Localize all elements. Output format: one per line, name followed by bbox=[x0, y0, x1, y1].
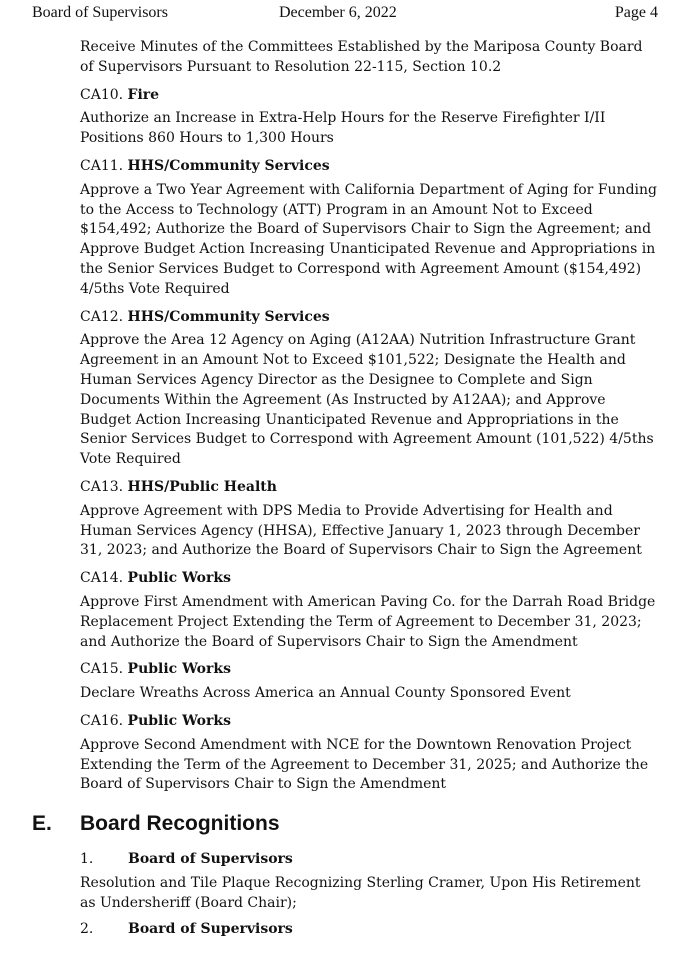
agenda-item-department: Public Works bbox=[127, 661, 231, 678]
agenda-item-heading bbox=[80, 86, 660, 106]
section-letter: E. bbox=[32, 812, 52, 835]
recognition-description: Resolution and Tile Plaque Recognizing Sterling Cramer, Upon His Retirement as Undersheriff (Board Chair); bbox=[80, 875, 641, 911]
agenda-item-description: Approve Agreement with DPS Media to Provide Advertising for Health and Human Services Agency (HHSA), Effective January 1, 2023 through December 31, 2023; and Authorize the Board of Supervisors Chair to Sign the Agreement bbox=[80, 502, 642, 559]
recognition-title: Board of Supervisors bbox=[128, 851, 293, 867]
agenda-item-ca11 bbox=[80, 157, 660, 300]
agenda-item-ca10 bbox=[80, 86, 660, 149]
agenda-item-description: Approve the Area 12 Agency on Aging (A12AA) Nutrition Infrastructure Grant Agreement in an Amount Not to Exceed $101,522; Designate the Health and Human Services Agency Director as the Designee to Complete and Sign Documents Within the Agreement (As Instructed by A12AA); and Approve Budget Action Increasing Unanticipated Revenue and Appropriations in the Senior Services Budget to Correspond with Agreement Amount (101,522) 4/5ths Vote Required bbox=[80, 332, 654, 468]
header-page-number: Page 4 bbox=[614, 4, 658, 21]
agenda-item-code: CA10. bbox=[80, 86, 124, 103]
recognition-heading bbox=[80, 920, 660, 940]
board-recognitions-section bbox=[32, 814, 672, 944]
recognition-item-1 bbox=[80, 850, 660, 870]
header-board-name: Board of Supervisors bbox=[32, 4, 168, 21]
agenda-item-ca14 bbox=[80, 569, 660, 652]
agenda-item-department: HHS/Community Services bbox=[127, 308, 330, 325]
agenda-item-description: Declare Wreaths Across America an Annual County Sponsored Event bbox=[80, 685, 571, 702]
section-title: Board Recognitions bbox=[80, 812, 280, 835]
intro-paragraph: Receive Minutes of the Committees Established by the Mariposa County Board of Supervisors Pursuant to Resolution 22-115, Section 10.2 bbox=[80, 39, 643, 75]
agenda-item-heading bbox=[80, 569, 660, 589]
agenda-item-heading bbox=[80, 478, 660, 498]
agenda-item-heading bbox=[80, 712, 660, 732]
recognition-number: 2. bbox=[80, 920, 94, 937]
agenda-item-code: CA13. bbox=[80, 478, 124, 495]
agenda-item-department: HHS/Public Health bbox=[127, 478, 277, 495]
agenda-item-department: Public Works bbox=[127, 570, 231, 587]
agenda-item-ca15 bbox=[80, 660, 660, 704]
consent-agenda-list bbox=[80, 38, 660, 803]
recognition-number: 1. bbox=[80, 851, 94, 867]
agenda-item-description: Approve a Two Year Agreement with California Department of Aging for Funding to the Access to Technology (ATT) Program in an Amount Not to Exceed $154,492; Authorize the Board of Supervisors Chair to Sign the Agreement; and Approve Budget Action Increasing Unanticipated Revenue and Appropriations in the Senior Services Budget to Correspond with Agreement Amount ($154,492) 4/5ths Vote Required bbox=[80, 181, 657, 297]
recognition-title: Board of Supervisors bbox=[128, 920, 293, 937]
agenda-item-code: CA14. bbox=[80, 570, 124, 587]
agenda-item-heading bbox=[80, 157, 660, 177]
agenda-item-description: Authorize an Increase in Extra-Help Hours for the Reserve Firefighter I/II Positions 860 Hours to 1,300 Hours bbox=[80, 110, 606, 147]
agenda-item-ca13 bbox=[80, 478, 660, 561]
agenda-item-heading bbox=[80, 660, 660, 680]
agenda-item-department: Fire bbox=[127, 86, 160, 103]
page-header bbox=[32, 4, 658, 24]
agenda-item-heading bbox=[80, 308, 660, 328]
agenda-item-description: Approve First Amendment with American Paving Co. for the Darrah Road Bridge Replacement Project Extending the Term of Agreement to December 31, 2023; and Authorize the Board of Supervisors Chair to Sign the Amendment bbox=[80, 593, 656, 650]
agenda-item-code: CA16. bbox=[80, 712, 124, 729]
agenda-item-description: Approve Second Amendment with NCE for the Downtown Renovation Project Extending the Term of the Agreement to December 31, 2025; and Authorize the Board of Supervisors Chair to Sign the Amendment bbox=[80, 736, 649, 793]
header-date: December 6, 2022 bbox=[279, 4, 397, 21]
recognition-heading bbox=[80, 850, 660, 870]
recognition-item-2 bbox=[80, 920, 660, 940]
agenda-item-department: HHS/Community Services bbox=[127, 157, 330, 174]
agenda-item-ca16 bbox=[80, 712, 660, 795]
agenda-item-code: CA12. bbox=[80, 308, 124, 325]
agenda-item-ca12 bbox=[80, 308, 660, 470]
agenda-item-code: CA11. bbox=[80, 157, 124, 174]
section-heading bbox=[32, 814, 672, 844]
agenda-item-code: CA15. bbox=[80, 661, 124, 678]
agenda-item-department: Public Works bbox=[127, 712, 231, 729]
